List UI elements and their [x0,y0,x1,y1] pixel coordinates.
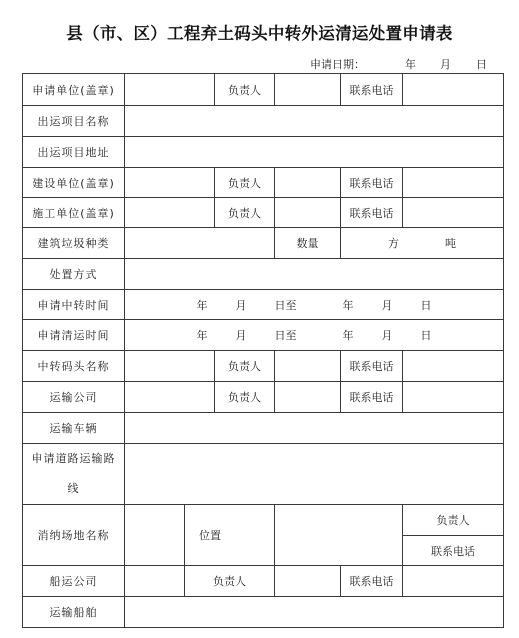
builder-phone-label: 联系电话 [341,198,403,228]
disposal-method-label: 处置方式 [23,259,125,290]
project-address-value[interactable] [125,137,504,168]
unit-ton-label: 吨 [445,237,456,250]
row-waste-type [23,228,504,259]
site-person-label: 负责人 [403,505,504,536]
row-construction-unit [23,168,504,198]
builder-person-value[interactable] [275,198,341,228]
applicant-phone-label: 联系电话 [341,74,403,106]
transport-person-value[interactable] [275,382,341,413]
site-phone-label: 联系电话 [403,536,504,566]
clearance-start-day-to: 日至 [274,329,297,342]
wharf-phone-label: 联系电话 [341,351,403,382]
transfer-start-month: 月 [235,298,247,312]
row-shipping-company [23,566,504,597]
transfer-end-day: 日 [420,298,432,312]
disposal-site-value[interactable] [125,505,185,566]
shipping-person-value[interactable] [275,566,341,597]
clearance-end-month: 月 [381,329,393,342]
transport-person-label: 负责人 [215,382,275,413]
road-route-label-line2: 线 [67,482,80,495]
form-title: 县（市、区）工程弃土码头中转外运清运处置申请表 [66,24,453,43]
date-month-label: 月 [440,58,451,71]
shipping-person-label: 负责人 [185,566,275,597]
project-name-label: 出运项目名称 [23,106,125,137]
clearance-end-year: 年 [342,329,354,342]
road-route-label [23,444,125,505]
transfer-wharf-label: 中转码头名称 [23,351,125,382]
transfer-end-year: 年 [342,298,354,312]
construction-phone-value[interactable] [403,168,504,198]
clearance-time-label: 申请清运时间 [23,320,125,351]
transfer-wharf-value[interactable] [125,351,215,382]
row-transport-vehicle [23,413,504,444]
date-day-label: 日 [476,58,487,71]
builder-unit-label: 施工单位(盖章) [23,198,125,228]
clearance-start-year: 年 [196,329,208,342]
row-transfer-wharf [23,351,504,382]
row-road-route [23,444,504,505]
row-project-name [23,106,504,137]
construction-unit-value[interactable] [125,168,215,198]
builder-phone-value[interactable] [403,198,504,228]
applicant-label: 申请单位(盖章) [23,74,125,106]
transfer-time-label: 申请中转时间 [23,290,125,320]
wharf-phone-value[interactable] [403,351,504,382]
row-applicant [23,74,504,106]
transfer-start-year: 年 [196,298,208,312]
road-route-value[interactable] [125,444,504,505]
shipping-company-value[interactable] [125,566,185,597]
applicant-value[interactable] [125,74,215,106]
location-label: 位置 [185,505,275,566]
project-address-label: 出运项目地址 [23,137,125,168]
row-disposal-site [23,505,504,536]
application-date-label: 申请日期： [310,58,365,71]
transport-vehicle-value[interactable] [125,413,504,444]
row-transport-vessel [23,597,504,628]
location-value[interactable] [275,505,403,566]
project-name-value[interactable] [125,106,504,137]
transport-vehicle-label: 运输车辆 [23,413,125,444]
wharf-person-label: 负责人 [215,351,275,382]
clearance-start-month: 月 [235,329,247,342]
transport-company-label: 运输公司 [23,382,125,413]
transport-company-value[interactable] [125,382,215,413]
transport-vessel-label: 运输船舶 [23,597,125,628]
row-disposal-method [23,259,504,290]
applicant-person-value[interactable] [275,74,341,106]
wharf-person-value[interactable] [275,351,341,382]
quantity-label: 数量 [275,228,341,259]
unit-cubic-label: 方 [388,237,399,250]
transport-phone-label: 联系电话 [341,382,403,413]
row-project-address [23,137,504,168]
disposal-method-value[interactable] [125,259,504,290]
row-clearance-time [23,320,504,351]
transfer-start-day-to: 日至 [274,298,297,312]
row-transfer-time [23,290,504,320]
construction-person-value[interactable] [275,168,341,198]
clearance-time-value[interactable] [125,320,504,351]
shipping-phone-label: 联系电话 [341,566,403,597]
applicant-person-label: 负责人 [215,74,275,106]
transfer-time-value[interactable] [125,290,504,320]
construction-person-label: 负责人 [215,168,275,198]
row-transport-company [23,382,504,413]
builder-person-label: 负责人 [215,198,275,228]
shipping-phone-value[interactable] [403,566,504,597]
builder-unit-value[interactable] [125,198,215,228]
applicant-phone-value[interactable] [403,74,504,106]
application-date-line [0,56,519,72]
waste-type-value[interactable] [125,228,275,259]
shipping-company-label: 船运公司 [23,566,125,597]
row-builder-unit [23,198,504,228]
disposal-site-label: 消纳场地名称 [23,505,125,566]
clearance-end-day: 日 [420,329,432,342]
application-form-table [22,73,504,628]
quantity-value[interactable] [341,228,504,259]
road-route-label-line1: 申请道路运输路 [31,452,116,465]
date-year-label: 年 [405,58,416,71]
waste-type-label: 建筑垃圾种类 [23,228,125,259]
construction-phone-label: 联系电话 [341,168,403,198]
transfer-end-month: 月 [381,298,393,312]
construction-unit-label: 建设单位(盖章) [23,168,125,198]
transport-phone-value[interactable] [403,382,504,413]
transport-vessel-value[interactable] [125,597,504,628]
